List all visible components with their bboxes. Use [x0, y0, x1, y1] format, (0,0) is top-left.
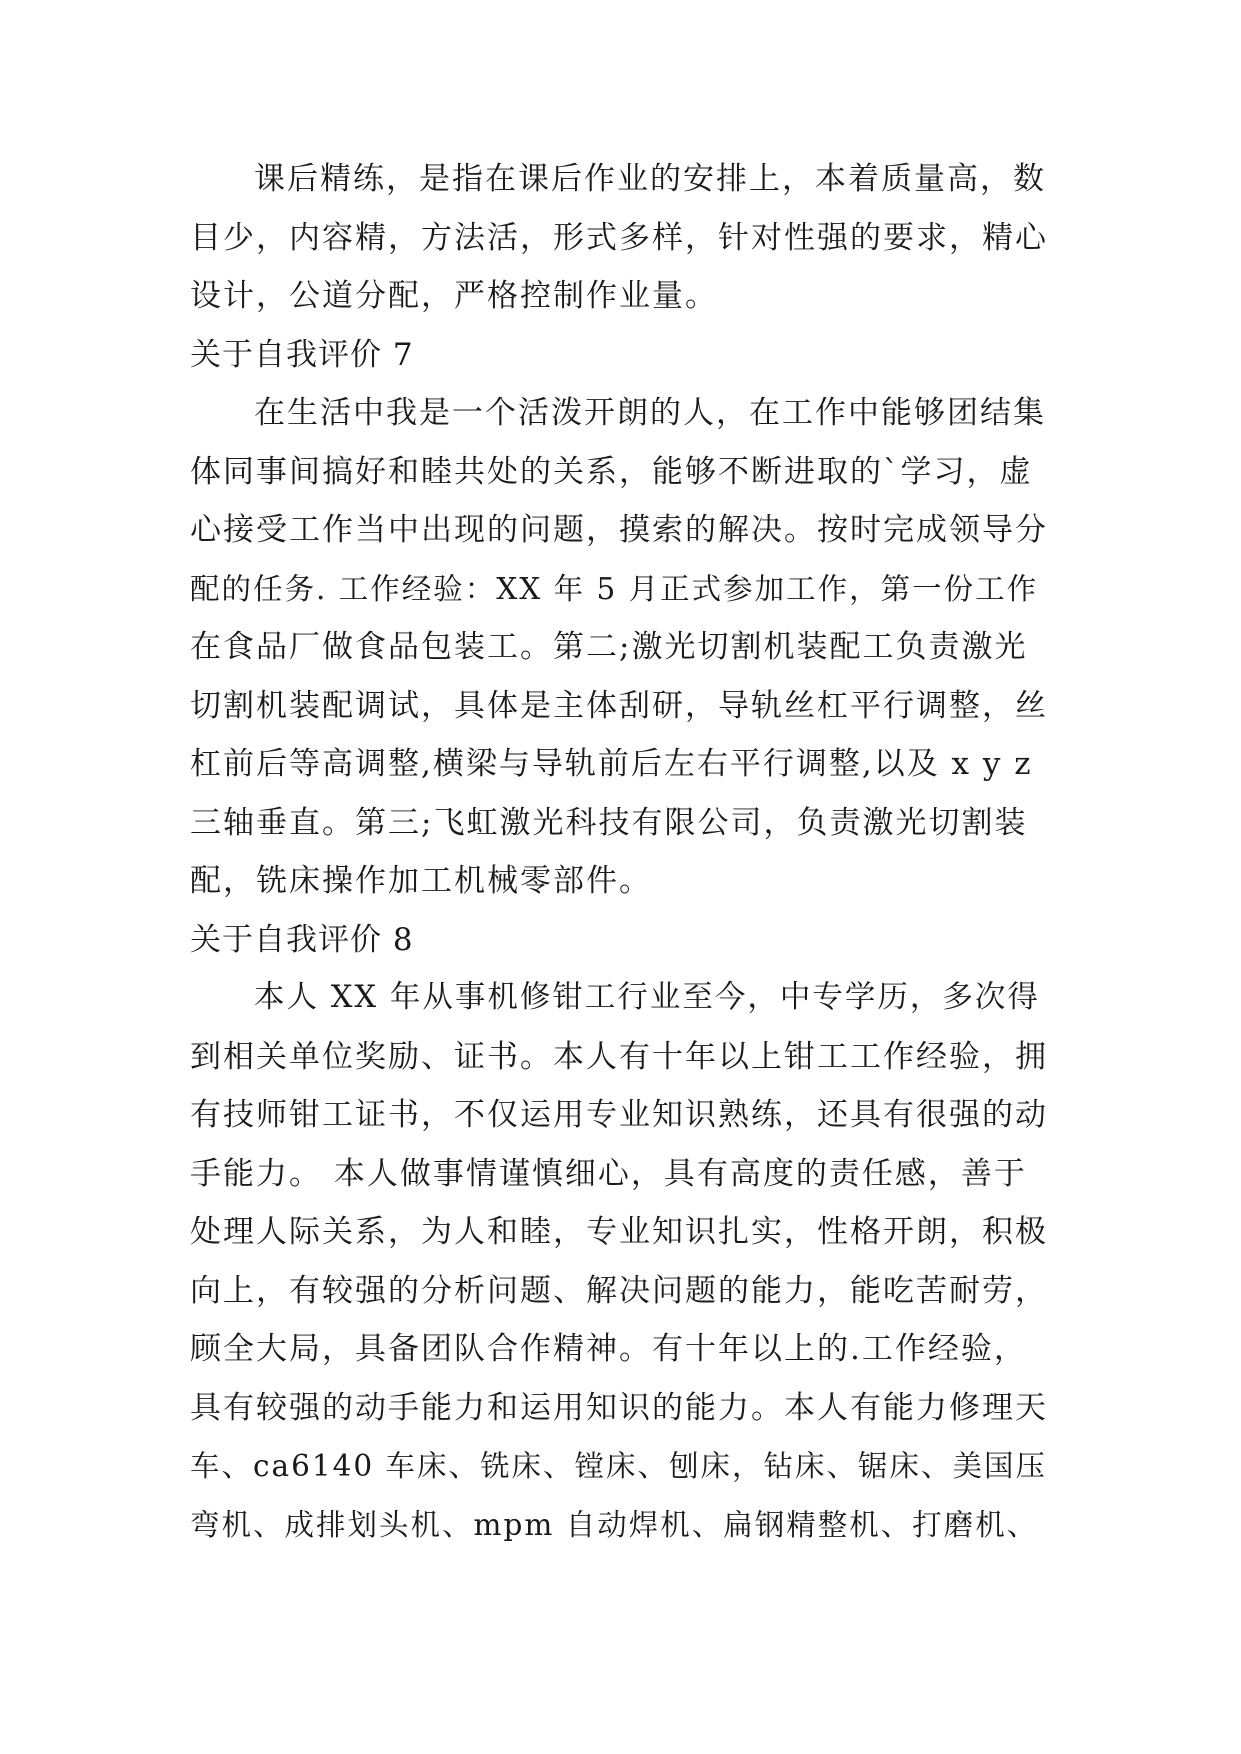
paragraph-line: 具有较强的动手能力和运用知识的能力。本人有能力修理天	[190, 1389, 1048, 1426]
paragraph-line: 弯机、成排划头机、mpm 自动焊机、扁钢精整机、打磨机、	[190, 1507, 1039, 1542]
paragraph-line: 切割机装配调试，具体是主体刮研，导轨丝杠平行调整，丝	[190, 687, 1048, 724]
paragraph-line: 顾全大局，具备团队合作精神。有十年以上的.工作经验，	[190, 1331, 1027, 1367]
paragraph-line: 在食品厂做食品包装工。第二;激光切割机装配工负责激光	[190, 629, 1028, 665]
paragraph-line: 有技师钳工证书，不仅运用专业知识熟练，还具有很强的动	[190, 1097, 1048, 1133]
section-heading-8: 关于自我评价 8	[190, 921, 414, 958]
section-7-paragraph	[190, 384, 1050, 911]
paragraph-line: 目少，内容精，方法活，形式多样，针对性强的要求，精心	[190, 219, 1048, 256]
paragraph-line: 在生活中我是一个活泼开朗的人，在工作中能够团结集	[254, 395, 1046, 431]
paragraph-line: 配，铣床操作加工机械零部件。	[190, 863, 652, 899]
paragraph-line: 到相关单位奖励、证书。本人有十年以上钳工工作经验，拥	[190, 1038, 1048, 1075]
paragraph-line: 杠前后等高调整,横梁与导轨前后左右平行调整,以及 x y z	[190, 746, 1033, 782]
paragraph-line: 配的任务. 工作经验：XX 年 5 月正式参加工作，第一份工作	[190, 571, 1039, 606]
paragraph-line: 三轴垂直。第三;飞虹激光科技有限公司，负责激光切割装	[190, 804, 1028, 841]
paragraph-line: 手能力。 本人做事情谨慎细心，具有高度的责任感，善于	[190, 1155, 1027, 1192]
paragraph-line: 车、ca6140 车床、铣床、镗床、刨床，钻床、锯床、美国压	[190, 1449, 1048, 1483]
section-heading-7: 关于自我评价 7	[190, 336, 414, 373]
document-page	[190, 150, 1050, 1554]
paragraph-line: 处理人际关系，为人和睦，专业知识扎实，性格开朗，积极	[190, 1214, 1048, 1250]
paragraph-line: 心接受工作当中出现的问题，摸索的解决。按时完成领导分	[190, 512, 1048, 548]
paragraph-line: 设计，公道分配，严格控制作业量。	[190, 278, 718, 314]
intro-paragraph	[190, 150, 1050, 326]
paragraph-line: 体同事间搞好和睦共处的关系，能够不断进取的`学习，虚	[190, 453, 1033, 490]
paragraph-line: 课后精练，是指在课后作业的安排上，本着质量高，数	[254, 161, 1046, 197]
section-8-paragraph	[190, 969, 1050, 1554]
paragraph-line: 本人 XX 年从事机修钳工行业至今，中专学历，多次得	[254, 980, 1040, 1015]
paragraph-line: 向上，有较强的分析问题、解决问题的能力，能吃苦耐劳，	[190, 1272, 1048, 1309]
